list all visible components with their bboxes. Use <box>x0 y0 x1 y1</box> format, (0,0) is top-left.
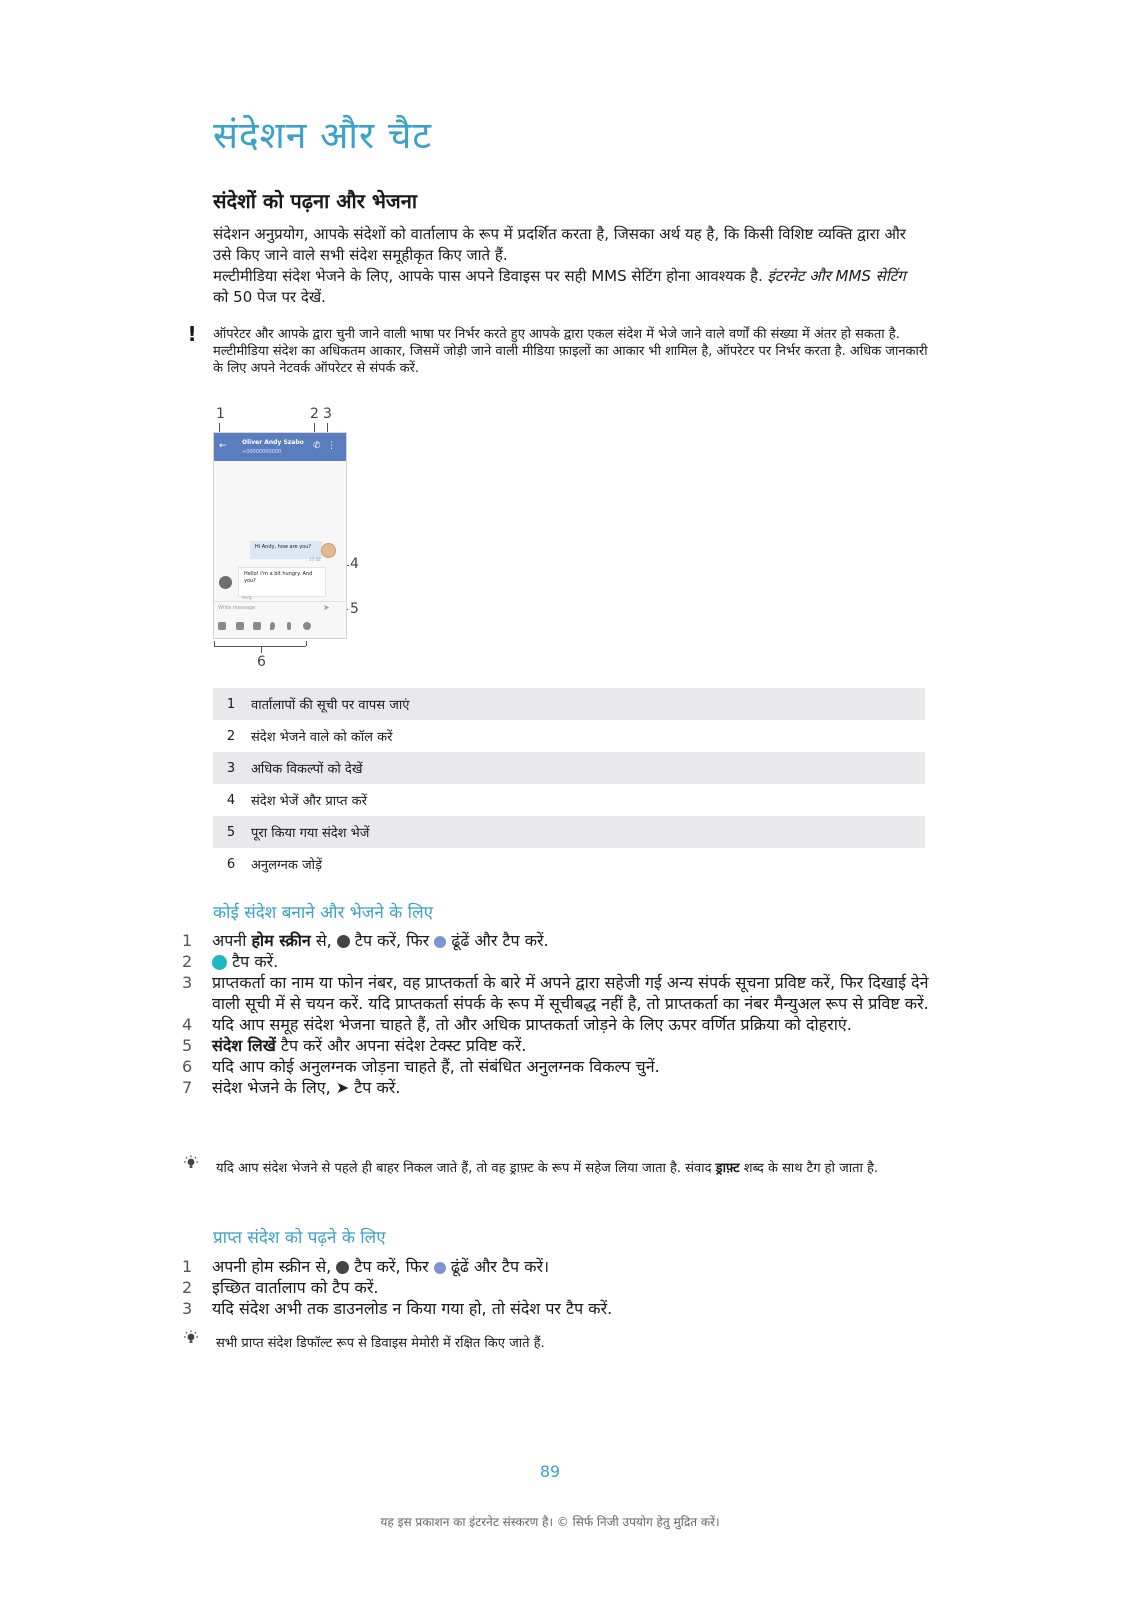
row-text: पूरा किया गया संदेश भेजें <box>251 826 370 841</box>
create-message-heading: कोई संदेश बनाने और भेजने के लिए <box>213 903 434 923</box>
callout-5: 5 <box>350 601 359 617</box>
outgoing-time: 17:32 <box>309 557 321 562</box>
step-text-part: टैप करें और अपना संदेश टेक्स्ट प्रविष्ट करें. <box>275 1036 527 1055</box>
step-text-part: टैप करें, फिर <box>349 1257 434 1276</box>
step-number: 2 <box>182 1278 193 1297</box>
step-text <box>212 1256 930 1277</box>
row-text: अनुलग्नक जोड़ें <box>251 858 322 873</box>
row-text: संदेश भेजें और प्राप्त करें <box>251 794 367 809</box>
step-text-part: संदेश भेजने के लिए, <box>212 1078 336 1097</box>
row-text: वार्तालापों की सूची पर वापस जाएं <box>251 698 410 713</box>
table-row <box>213 816 925 848</box>
messaging-app-icon[interactable] <box>434 936 446 948</box>
step-text <box>212 951 930 972</box>
step-number: 4 <box>182 1015 193 1034</box>
microphone-icon[interactable] <box>287 622 291 630</box>
contact-number: +00000000000 <box>242 449 282 455</box>
intro-text-part: को 50 पेज पर देखें. <box>213 288 326 306</box>
step-text: प्राप्तकर्ता का नाम या फोन नंबर, वह प्राप्तकर्ता के बारे में अपने द्वारा सहेजी गई अन्य संपर्क सूचना प्रविष्ट करें, फिर दिखाई देने वाली सूची में से चयन करें. यदि प्राप्तकर्ता संपर्क के रूप में सूचीबद्ध नहीं है, तो प्राप्तकर्ता का नंबर मैन्युअल रूप से प्रविष्ट करें. <box>212 973 929 1013</box>
list-item <box>180 1298 930 1319</box>
intro-text-part: मल्टीमीडिया संदेश भेजने के लिए, आपके पास अपने डिवाइस पर सही MMS सेटिंग होना आवश्यक है. <box>213 267 768 285</box>
row-number: 1 <box>226 696 236 712</box>
table-row <box>213 848 925 880</box>
step-text-part: अपनी <box>212 931 252 950</box>
callout-2: 2 <box>310 406 319 422</box>
row-number: 5 <box>226 824 236 840</box>
page-number: 89 <box>539 1462 561 1481</box>
callout-3: 3 <box>323 406 332 422</box>
row-text: अधिक विकल्पों को देखें <box>251 762 363 777</box>
avatar <box>219 576 232 589</box>
operator-note: ऑपरेटर और आपके द्वारा चुनी जाने वाली भाषा पर निर्भर करते हुए आपके द्वारा एकल संदेश में भेजे जाने वाले वर्णों की संख्या में अंतर हो सकता है. मल्टीमीडिया संदेश का अधिकतम आकार, जिसमें जोड़ी जाने वाली मीडिया फ़ाइलों का आकार भी शामिल है, ऑपरेटर पर निर्भर करता है. अधिक जानकारी के लिए अपने नेटवर्क ऑपरेटर से संपर्क करें. <box>213 327 928 376</box>
avatar <box>321 543 336 558</box>
callout-1: 1 <box>216 406 225 422</box>
intro-paragraph-1: संदेशन अनुप्रयोग, आपके संदेशों को वार्तालाप के रूप में प्रदर्शित करता है, जिसका अर्थ यह है, कि किसी विशिष्ट व्यक्ति द्वारा और उसे किए जाने वाले सभी संदेश समूहीकृत किए जाते हैं. <box>213 225 906 264</box>
list-item <box>180 1014 930 1035</box>
list-item <box>180 972 930 1014</box>
incoming-bubble: Hello! I'm a bit hungry. And you? <box>238 567 326 597</box>
list-item <box>180 1277 930 1298</box>
step-text: यदि संदेश अभी तक डाउनलोड न किया गया हो, तो संदेश पर टैप करें. <box>212 1299 613 1318</box>
lightbulb-icon <box>183 1330 199 1346</box>
sticker-icon[interactable] <box>218 622 226 630</box>
row-number: 6 <box>226 856 236 872</box>
row-number: 4 <box>226 792 236 808</box>
row-number: 3 <box>226 760 236 776</box>
step-text <box>212 1077 930 1098</box>
step-text: इच्छित वार्तालाप को टैप करें. <box>212 1278 379 1297</box>
footer-note: यह इस प्रकाशन का इंटरनेट संस्करण है। © सिर्फ निजी उपयोग हेतु मुद्रित करें। <box>380 1515 720 1529</box>
memory-tip: सभी प्राप्त संदेश डिफॉल्ट रूप से डिवाइस मेमोरी में रक्षित किए जाते हैं. <box>216 1336 545 1351</box>
write-message-label: संदेश लिखें <box>212 1036 276 1055</box>
location-icon[interactable] <box>270 622 275 630</box>
incoming-sender: Andy <box>242 595 253 600</box>
messaging-app-icon[interactable] <box>434 1262 446 1274</box>
callout-bracket-6-bottom <box>214 646 306 647</box>
intro-text <box>213 224 923 308</box>
step-text-part: टैप करें, फिर <box>349 931 435 950</box>
draft-tip <box>216 1160 926 1177</box>
row-text: संदेश भेजने वाले को कॉल करें <box>251 730 393 745</box>
step-text <box>212 930 930 951</box>
mms-settings-link[interactable]: इंटरनेट और MMS सेटिंग <box>767 267 906 285</box>
back-arrow-icon[interactable]: ← <box>219 441 227 451</box>
conversation-header <box>214 433 346 461</box>
home-screen-label: होम स्क्रीन <box>251 931 311 950</box>
callout-4: 4 <box>350 556 359 572</box>
step-number: 2 <box>182 952 193 971</box>
step-text-part: ढूंढें और टैप करें. <box>446 931 549 950</box>
phone-call-icon[interactable]: ✆ <box>313 441 321 451</box>
callout-line-6 <box>261 646 262 653</box>
callout-bracket-6-right <box>306 641 307 646</box>
tip-text-part: यदि आप संदेश भेजने से पहले ही बाहर निकल जाते हैं, तो वह ड्राफ़्ट के रूप में सहेज लिया जाता है. संवाद <box>216 1161 716 1176</box>
list-item <box>180 930 930 951</box>
contact-name: Oliver Andy Szabo <box>242 439 304 446</box>
read-steps <box>180 1256 930 1319</box>
list-item <box>180 1035 930 1056</box>
table-row <box>213 688 925 720</box>
callout-6: 6 <box>257 654 266 670</box>
section-heading: संदेशों को पढ़ना और भेजना <box>213 189 418 213</box>
outgoing-bubble: Hi Andy, how are you? <box>250 541 322 559</box>
lightbulb-icon <box>183 1155 199 1171</box>
attachment-bar <box>218 622 338 632</box>
step-number: 3 <box>182 1299 193 1318</box>
intro-paragraph-2 <box>213 266 923 308</box>
table-row <box>213 784 925 816</box>
list-item <box>180 1256 930 1277</box>
step-text: यदि आप समूह संदेश भेजना चाहते हैं, तो और अधिक प्राप्तकर्ता जोड़ने के लिए ऊपर वर्णित प्रक्रिया को दोहराएं. <box>212 1015 852 1034</box>
step-number: 7 <box>182 1078 193 1097</box>
list-item <box>180 1077 930 1098</box>
more-options-icon[interactable]: ⋮ <box>327 441 336 451</box>
legend-table <box>213 688 925 880</box>
step-text <box>212 1035 930 1056</box>
phone-screenshot <box>213 432 347 639</box>
step-text-part: टैप करें. <box>349 1078 401 1097</box>
row-number: 2 <box>226 728 236 744</box>
step-text: यदि आप कोई अनुलग्नक जोड़ना चाहते हैं, तो संबंधित अनुलग्नक विकल्प चुनें. <box>212 1057 660 1076</box>
step-text-part: टैप करें. <box>227 952 279 971</box>
divider <box>214 601 346 602</box>
read-message-heading: प्राप्त संदेश को पढ़ने के लिए <box>213 1228 386 1248</box>
more-attachments-icon[interactable] <box>303 622 311 630</box>
table-row <box>213 752 925 784</box>
step-number: 1 <box>182 931 193 950</box>
step-number: 5 <box>182 1036 193 1055</box>
step-number: 3 <box>182 973 193 992</box>
send-icon[interactable]: ➤ <box>323 603 330 612</box>
compose-icon[interactable] <box>212 955 227 970</box>
camera-icon[interactable] <box>236 622 244 630</box>
create-steps <box>180 930 930 1098</box>
write-message-input[interactable]: Write message <box>218 605 256 611</box>
step-number: 6 <box>182 1057 193 1076</box>
draft-label: ड्राफ़्ट <box>715 1161 740 1176</box>
list-item <box>180 1056 930 1077</box>
step-text-part: अपनी होम स्क्रीन से, <box>212 1257 337 1276</box>
tip-text-part: शब्द के साथ टैग हो जाता है. <box>739 1161 879 1176</box>
list-item <box>180 951 930 972</box>
image-icon[interactable] <box>253 622 261 630</box>
step-text-part: ढूंढें और टैप करें। <box>445 1257 550 1276</box>
send-icon[interactable]: ➤ <box>335 1078 350 1097</box>
apps-grid-icon[interactable] <box>337 935 350 948</box>
step-number: 1 <box>182 1257 193 1276</box>
page-title: संदेशन और चैट <box>213 114 433 157</box>
step-text-part: से, <box>310 931 337 950</box>
table-row <box>213 720 925 752</box>
exclamation-icon: ! <box>187 322 197 346</box>
apps-grid-icon[interactable] <box>336 1261 349 1274</box>
